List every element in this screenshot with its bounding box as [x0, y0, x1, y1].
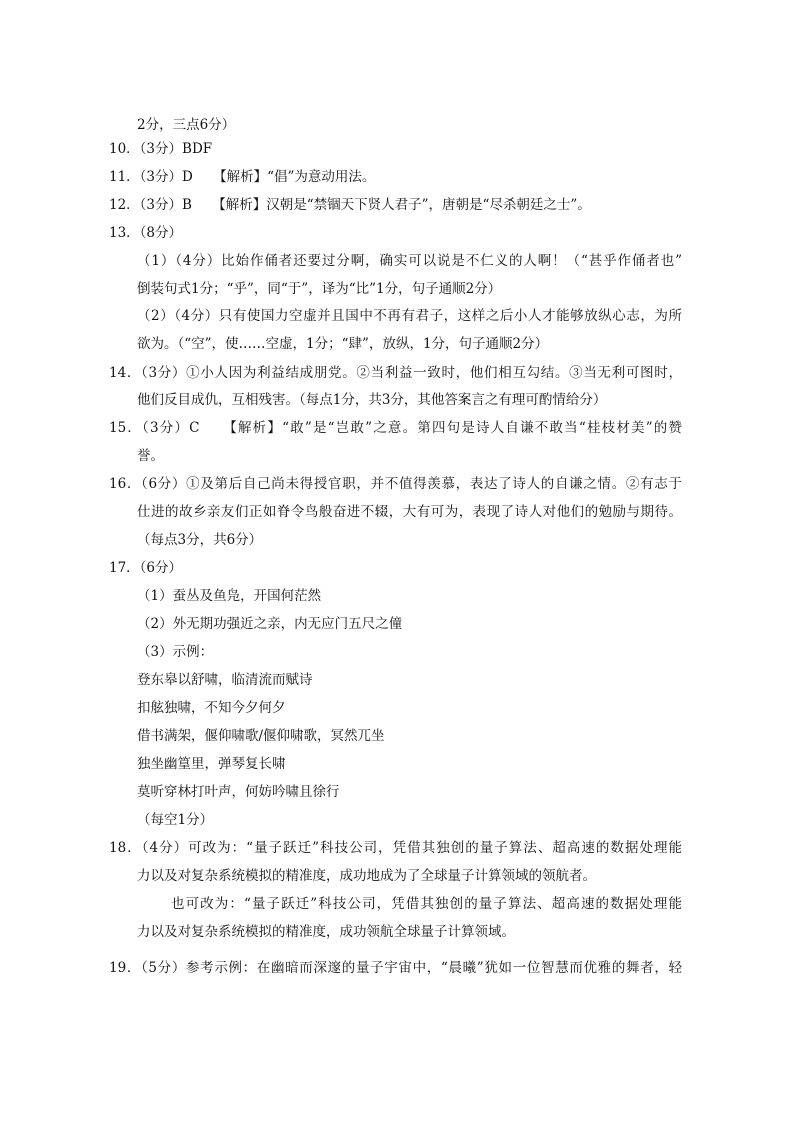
- text-line: （2）（4分）只有使国力空虚并且国中不再有君子，这样之后小人才能够放纵心志，为所: [137, 308, 682, 324]
- text-line: 他们反目成仇，互相残害。（每点1分，共3分，其他答案言之有理可酌情给分）: [137, 392, 607, 408]
- text-line: 17．（6分）: [109, 560, 183, 576]
- text-line: （每空1分）: [137, 812, 214, 828]
- text-line: 12．（3分）B 【解析】汉朝是“禁锢天下贤人君子”，唐朝是“尽杀朝廷之士”。: [109, 197, 591, 213]
- text-line: 11．（3分）D 【解析】“倡”为意动用法。: [109, 169, 376, 185]
- text-line: 扣舷独啸，不知今夕何夕: [137, 700, 286, 716]
- text-line: 欲为。（“空”，使……空虚，1分；“肆”，放纵，1分，句子通顺2分）: [137, 336, 549, 352]
- text-line: 18．（4分）可改为：“量子跃迁”科技公司，凭借其独创的量子算法、超高速的数据处理能: [109, 840, 682, 856]
- text-line: 10．（3分）BDF: [109, 141, 213, 157]
- text-line: 誉。: [137, 448, 164, 464]
- text-line: （1）蚕丛及鱼凫，开国何茫然: [137, 588, 322, 604]
- text-line: （每点3分，共6分）: [137, 532, 263, 548]
- text-line: 19．（5分）参考示例：在幽暗而深邃的量子宇宙中，“晨曦”犹如一位智慧而优雅的舞者，轻: [109, 960, 682, 976]
- text-line: 仕进的故乡亲友们正如脊令鸟般奋进不辍，大有可为，表现了诗人对他们的勉励与期待。: [137, 504, 682, 520]
- text-line: 15．（3分）C 【解析】“敢”是“岂敢”之意。第四句是诗人自谦不敢当“桂枝材美”的赞: [109, 420, 682, 436]
- text-line: 2分，三点6分）: [137, 117, 236, 133]
- text-line: 力以及对复杂系统模拟的精准度，成功领航全球量子计算领域。: [137, 924, 515, 940]
- text-line: 16．（6分）①及第后自己尚未得授官职，并不值得羡慕，表达了诗人的自谦之情。②有志于: [109, 476, 682, 492]
- text-line: 莫听穿林打叶声，何妨吟啸且徐行: [137, 784, 340, 800]
- text-line: 借书满架，偃仰啸歌/偃仰啸歌，冥然兀坐: [137, 728, 385, 744]
- text-line: 13．（8分）: [109, 225, 183, 241]
- text-line: 力以及对复杂系统模拟的精准度，成功地成为了全球量子计算领域的领航者。: [137, 868, 596, 884]
- text-line: 14．（3分）①小人因为利益结成朋党。②当利益一致时，他们相互勾结。③当无利可图时，: [109, 365, 682, 381]
- text-line: 也可改为：“量子跃迁”科技公司，凭借其独创的量子算法、超高速的数据处理能: [171, 896, 682, 912]
- text-line: （1）（4分）比始作俑者还要过分啊，确实可以说是不仁义的人啊！（“甚乎作俑者也”: [137, 253, 682, 269]
- text-line: 登东皋以舒啸，临清流而赋诗: [137, 672, 313, 688]
- text-line: 倒装句式1分；“乎”，同“于”，译为“比”1分，句子通顺2分）: [137, 281, 502, 297]
- text-line: （3）示例：: [137, 644, 214, 660]
- text-line: （2）外无期功强近之亲，内无应门五尺之僮: [137, 616, 403, 632]
- text-line: 独坐幽篁里，弹琴复长啸: [137, 756, 286, 772]
